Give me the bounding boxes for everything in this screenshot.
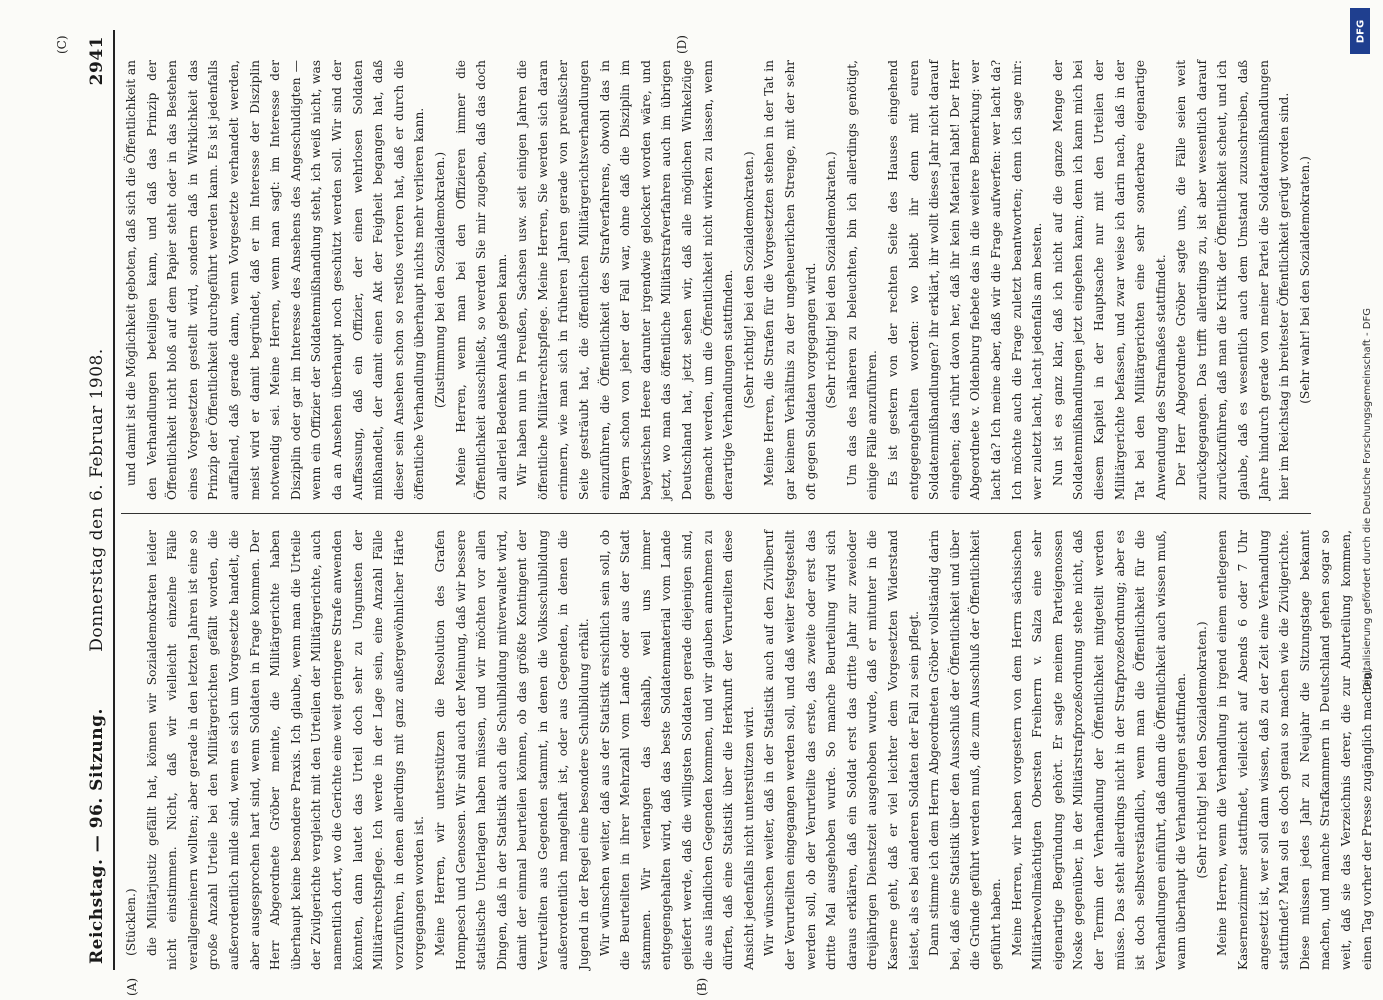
margin-marker-a: (A) xyxy=(125,977,139,996)
left-column xyxy=(121,530,1374,970)
paragraph: (Sehr richtig! bei den Sozialdemokraten.) xyxy=(824,151,839,409)
paragraph: und damit ist die Möglichkeit geboten, daß sich die Öffentlichkeit an den Verhandlungen beteiligen kann, und daß das Prinzip der Öffentlichkeit nicht bloß auf dem Papier steht oder in das Bestehen eines Vorgesetzten gestellt wird, sondern daß in Wirklichkeit das Prinzip der Öffentlichkeit durchgeführt werden kann. Es ist jedenfalls auffallend, daß gerade dann, wenn Vorgesetzte verhandelt werden, meist wird er damit begründet, daß er im Interesse der Disziplin notwendig sei. Meine Herren, wenn man sagt: im Interesse der Disziplin oder gar im Interesse des Ansehens des Angeschuldigten — wenn ein Offizier der Soldatenmißhandlung steht, ich weiß nicht, was da an Ansehen überhaupt noch geschützt werden soll. Wir sind der Auffassung, daß ein Offizier, der einen wehrlosen Soldaten mißhandelt, der damit einen Akt der Feigheit begangen hat, daß dieser sein Ansehen schon so restlos verloren hat, daß er durch die öffentliche Verhandlung überhaupt nichts mehr verlieren kann. xyxy=(124,60,427,500)
paragraph: die Militärjustiz gefällt hat, können wir Sozialdemokraten leider nicht einstimmen. Nicht, daß wir vielleicht einzelne Fälle verallgemeinern wollten; aber gerade in den letzten Jahren ist eine so große Anzahl Urteile bei den Militärgerichten gefällt worden, die außerordentlich milde sind, wenn es sich um Vorgesetzte handelt, die aber ausgesprochen hart sind, wenn Soldaten in Frage kommen. Der Herr Abgeordnete Gröber meinte, die Militärgerichte haben überhaupt keine besondere Praxis. Ich glaube, wenn man die Urteile der Zivilgerichte vergleicht mit den Urteilen der Militärgerichte, auch namentlich dort, wo die Gerichte eine weit geringere Strafe anwenden könnten, dann lautet das Urteil doch sehr zu Ungunsten der Militärrechtspflege. Ich werde in der Lage sein, eine Anzahl Fälle vorzuführen, in denen allerdings mit ganz außergewöhnlicher Härte vorgegangen worden ist. xyxy=(144,530,427,970)
paragraph: (Sehr richtig! bei den Sozialdemokraten.) xyxy=(741,151,756,409)
paragraph: Nun ist es ganz klar, daß ich nicht auf die ganze Menge der Soldatenmißhandlungen jetzt eingehen kann; denn ich kann mich bei diesem Kapitel in der Hauptsache nur mit den Urteilen der Militärgerichte befassen, und zwar weise ich darin nach, daß in der Tat bei den Militärgerichten eine sehr sonderbare eigenartige Anwendung des Strafmaßes stattfindet. xyxy=(1050,60,1168,500)
paragraph: Meine Herren, wir haben vorgestern von dem Herrn sächsischen Militärbevollmächtigten Obersten Freiherrn v. Salza eine sehr eigenartige Begründung gehört. Er sagte meinem Parteigenossen Noske gegenüber, in der Militärstrafprozeßordnung stehe nicht, daß der Termin der Verhandlung der Öffentlichkeit mitgeteilt werden müsse. Das steht allerdings nicht in der Strafprozeßordnung; aber es ist doch selbstverständlich, wenn man die Öffentlichkeit für die Verhandlungen einführt, daß dann die Öffentlichkeit auch wissen muß, wann überhaupt die Verhandlungen stattfinden. xyxy=(1009,530,1189,970)
margin-marker-b: (B) xyxy=(695,977,709,996)
page-number: 2941 xyxy=(87,36,107,86)
header-session: Reichstag. — 96. Sitzung. xyxy=(87,708,107,964)
paragraph: Um das des näheren zu beleuchten, bin ich allerdings genötigt, einige Fälle anzuführen. xyxy=(844,60,880,500)
paragraph: Wir haben nun in Preußen, Sachsen usw. seit einigen Jahren die öffentliche Militärrechtspflege. Meine Herren, Sie werden sich daran erinnern, wie man sich in früheren Jahren gerade von preußischer Seite gesträubt hat, die öffentlichen Militärgerichtsverhandlungen einzuführen, die Öffentlichkeit des Strafverfahrens, obwohl das in Bayern schon von jeher der Fall war, ohne daß die Disziplin im bayerischen Heere darunter irgendwie gelockert worden wäre, und jetzt, wo man das öffentliche Militärstrafverfahren auch im übrigen Deutschland hat, jetzt sehen wir, daß alle möglichen Winkelzüge gemacht werden, um die Öffentlichkeit nicht wirken zu lassen, wenn derartige Verhandlungen stattfinden. xyxy=(515,60,736,500)
paragraph: Wir wünschen weiter, daß aus der Statistik ersichtlich sein soll, ob die Beurteilten in ihrer Mehrzahl vom Lande oder aus der Stadt stammen. Wir verlangen das deshalb, weil uns immer entgegengehalten wird, daß das beste Soldatenmaterial vom Lande geliefert werde, daß die willigsten Soldaten gerade diejenigen sind, die aus ländlichen Gegenden kommen, und wir glauben annehmen zu dürfen, daß eine Statistik über die Herkunft der Verurteilten diese Ansicht jedenfalls nicht unterstützen wird. xyxy=(597,530,756,970)
paragraph: Wir wünschen weiter, daß in der Statistik auch auf den Zivilberuf der Verurteilten eingegangen werden soll, und daß weiter festgestellt werden soll, ob der Verurteilte das erste, das zweite oder erst das dritte Mal ausgehoben wurde. So manche Beurteilung wird sich daraus erklären, daß ein Soldat erst das dritte Jahr zur zweioder dreijährigen Dienstzeit ausgehoben wurde, daß er mitunter in die Kaserne geht, daß er viel leichter dem Vorgesetzten Widerstand leistet, als es bei anderen Soldaten der Fall zu sein pflegt. xyxy=(762,530,921,970)
margin-marker-d: (D) xyxy=(675,35,689,54)
header-date: Donnerstag den 6. Februar 1908. xyxy=(87,348,107,652)
header-rule xyxy=(113,30,115,970)
paragraph: Meine Herren, die Strafen für die Vorgesetzten stehen in der Tat in gar keinem Verhältnis zu der ungeheuerlichen Strenge, mit der sehr oft gegen Soldaten vorgegangen wird. xyxy=(762,60,818,500)
paragraph: Meine Herren, wir unterstützen die Resolution des Grafen Hompesch und Genossen. Wir sind auch der Meinung, daß wir bessere statistische Unterlagen haben müssen, und wir möchten vor allen Dingen, daß in der Statistik auch die Schulbildung mitverwaltet wird, damit der einmal beurteilen können, ob das größte Kontingent der Verurteilten aus Gegenden stammt, in denen die Volksschulbildung außerordentlich mangelhaft ist, oder aus Gegenden, in denen die Jugend in der Regel eine besondere Schulbildung erhält. xyxy=(432,530,592,970)
paragraph: (Sehr richtig! bei den Sozialdemokraten.) xyxy=(1194,621,1209,879)
paragraph: (Sehr wahr! bei den Sozialdemokraten.) xyxy=(1297,156,1312,404)
dfg-logo: DFG xyxy=(1350,8,1370,54)
paragraph: Meine Herren, wenn man bei den Offizieren immer die Öffentlichkeit ausschließt, so werden Sie mir zugeben, daß das doch zu allerlei Bedenken Anlaß geben kann. xyxy=(453,60,509,500)
paragraph: Meine Herren, wenn die Verhandlung in irgend einem entlegenen Kasernenzimmer stattfindet, vielleicht auf Abends 6 oder 7 Uhr angesetzt ist, wer soll dann wissen, daß zu der Zeit eine Verhandlung stattfindet? Man soll es doch genau so machen wie die Zivilgerichte. Diese müssen jedes Jahr zu Neujahr die Sitzungstage bekannt machen, und manche Strafkammern in Deutschland gehen sogar so weit, daß sie das Verzeichnis derer, die zur Aburteilung kommen, einen Tag vorher der Presse zugänglich machen, xyxy=(1215,530,1374,970)
paragraph: Dann stimme ich dem Herrn Abgeordneten Gröber vollständig darin bei, daß eine Statistik über den Ausschluß der Öffentlichkeit und über die Gründe geführt werden muß, die zum Ausschluß der Öffentlichkeit geführt haben. xyxy=(927,530,1003,970)
dfg-credit: Digitalisierung gefördert durch die Deutsche Forschungsgemeinschaft - DFG xyxy=(1362,307,1373,690)
paragraph: (Stücklen.) xyxy=(124,888,138,956)
right-column xyxy=(121,60,1321,500)
paragraph: (Zustimmung bei den Sozialdemokraten.) xyxy=(432,151,447,409)
page-header xyxy=(85,30,111,970)
paragraph: Der Herr Abgeordnete Gröber sagte uns, die Fälle seien weit zurückgegangen. Das trifft allerdings zu, ist aber wesentlich darauf zurückzuführen, daß man die Kritik der Öffentlichkeit scheut, und ich glaube, daß es wesentlich auch dem Umstand zuzuschreiben, daß Jahre hindurch gerade von meiner Partei die Soldatenmißhandlungen hier im Reichstag in breitester Öffentlichkeit gerügt worden sind. xyxy=(1174,60,1292,500)
margin-marker-c: (C) xyxy=(55,35,69,54)
paragraph: Es ist gestern von der rechten Seite des Hauses eingehend entgegengehalten worden: wo bleibt ihr denn mit euren Soldatenmißhandlungen? ihr erklärt, ihr wollt dieses Jahr nicht darauf eingehen; das rührt davon her, daß ihr kein Material habt! Der Herr Abgeordnete v. Oldenburg fiebete das in die weitere Bemerkung: wer lacht da? Ich meine aber, daß wir die Frage aufwerfen: wer lacht da? Ich möchte auch die Frage zuletzt beantworten; denn ich sage mir: wer zuletzt lacht, lacht jedenfalls am besten. xyxy=(885,60,1045,500)
column-divider xyxy=(121,513,1311,514)
